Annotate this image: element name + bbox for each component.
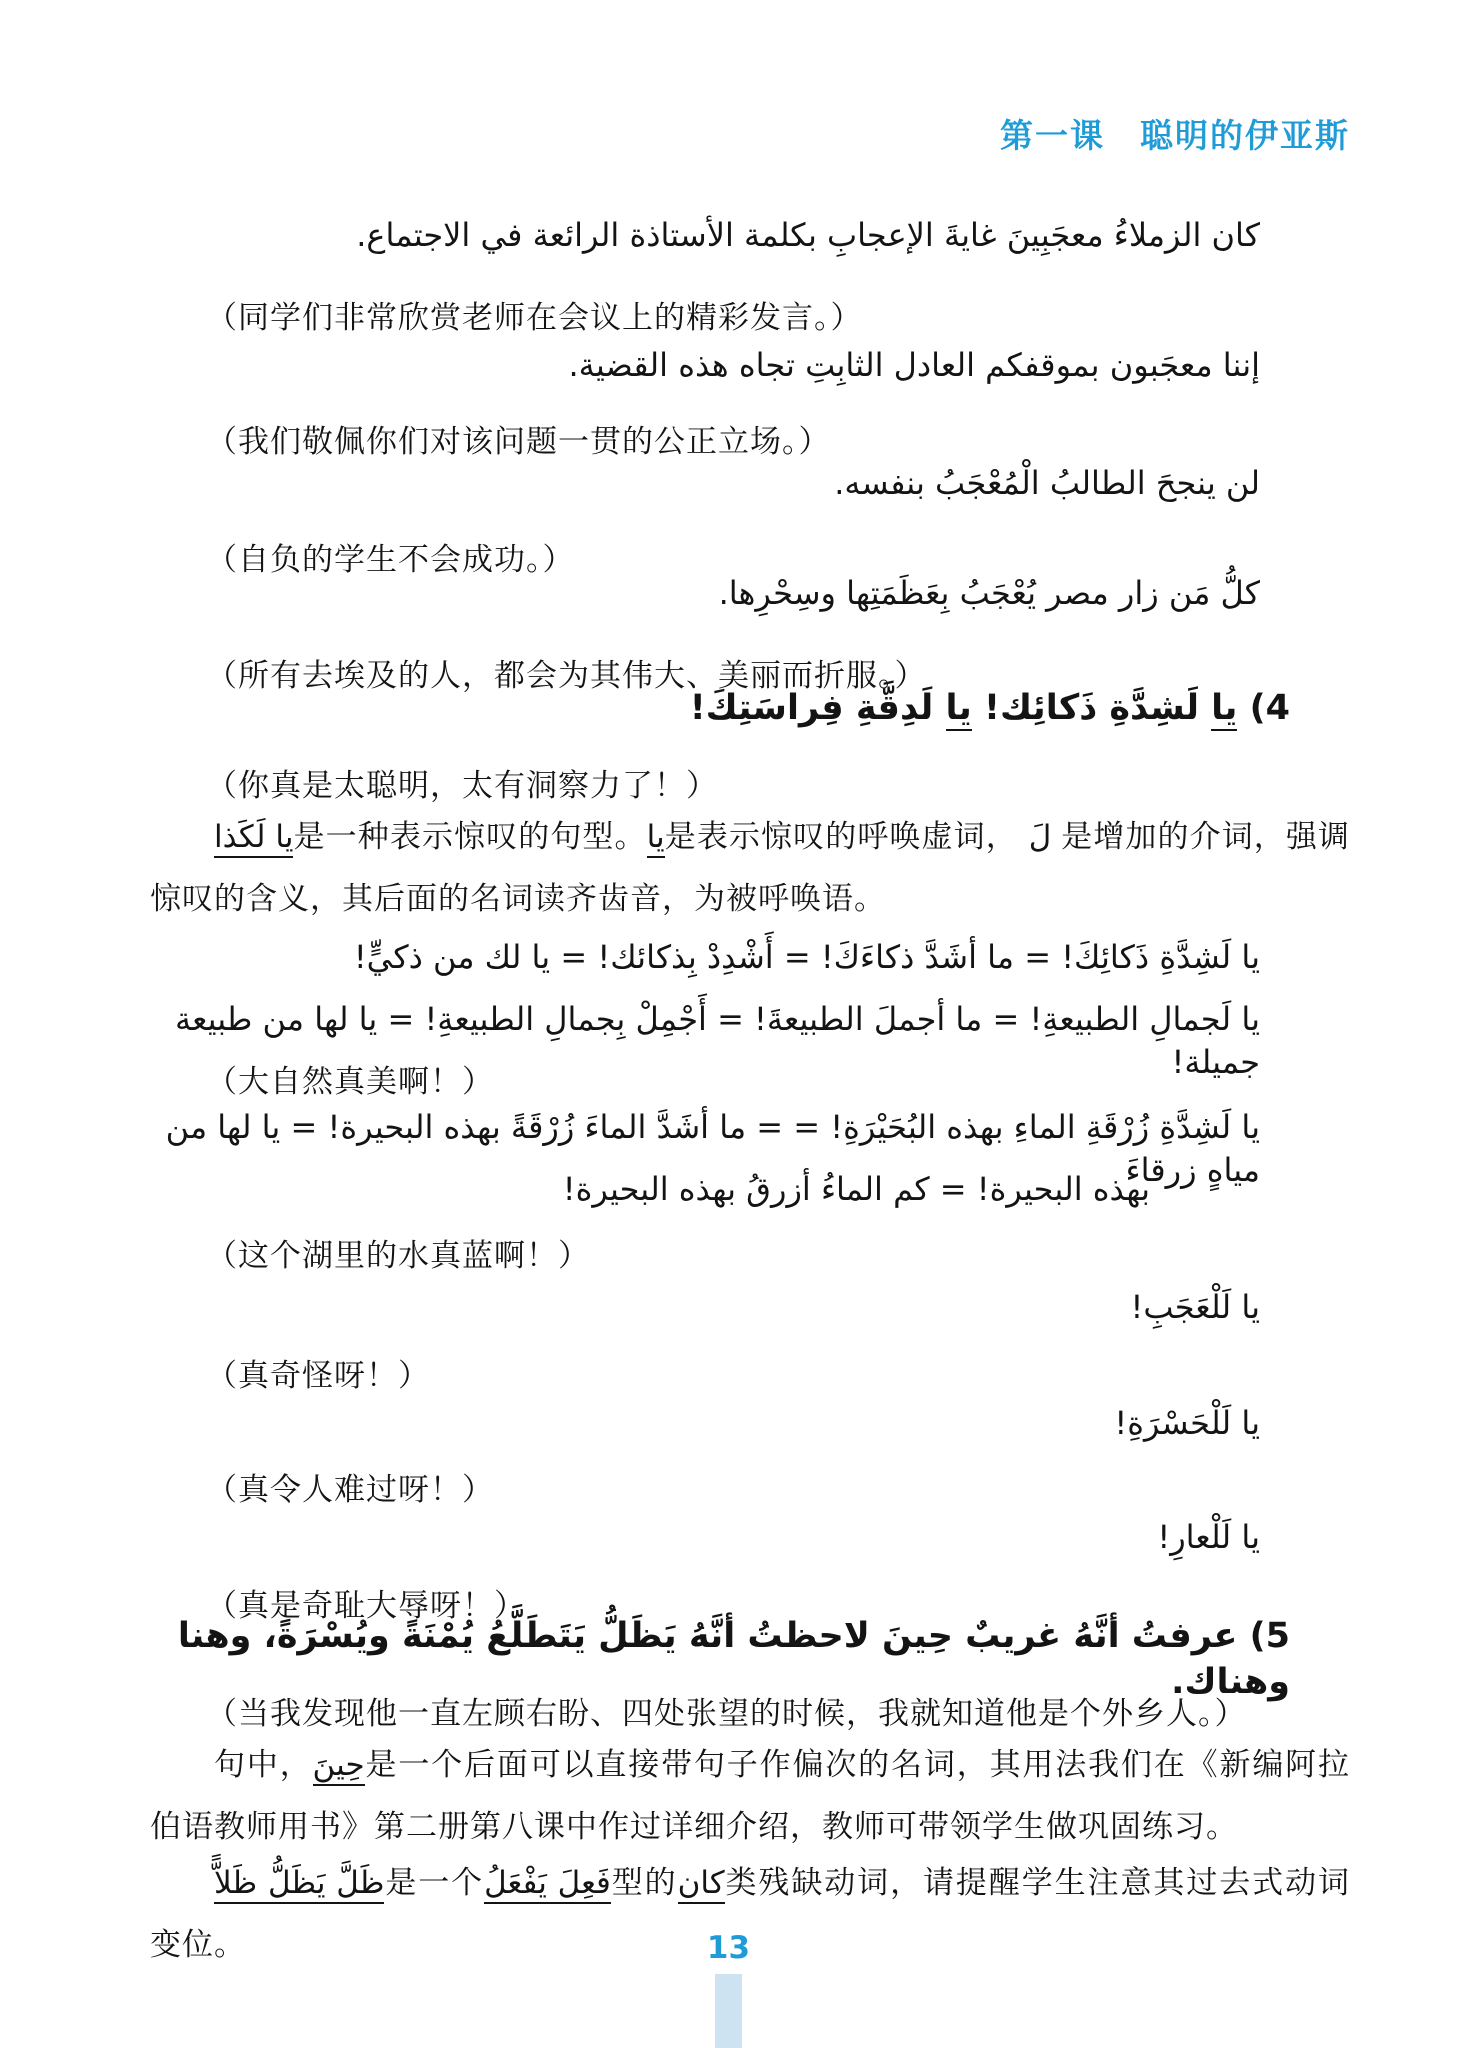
section4-ya-particle-2: يا [946,688,972,731]
chinese-translation-2: （我们敬佩你们对该问题一贯的公正立场。） [206,424,831,460]
explain-text-juzhong: 句中， [214,1747,313,1783]
exclamation-chinese-3: （真是奇耻大辱呀！） [206,1588,526,1624]
exclamation-chinese-1: （真奇怪呀！） [206,1358,430,1394]
section4-grammar-explanation [150,806,1350,930]
note-text-2: 型的 [610,1865,678,1901]
explain-text-3: 是增加的介词，强调惊叹的含义，其后面的名词读齐齿音，为被呼唤语。 [150,819,1350,917]
kana-term: كان [678,1865,725,1904]
nature-chinese-translation: （大自然真美啊！） [206,1064,494,1100]
section5-grammar-explanation [150,1734,1350,1858]
note-text-1: 是一个 [384,1865,485,1901]
page-footer-bar [715,1974,742,2048]
arabic-example-3: لن ينجحَ الطالبُ الْمُعْجَبُ بنفسه. [834,464,1260,502]
chinese-translation-1: （同学们非常欣赏老师在会议上的精彩发言。） [206,300,863,336]
exclamation-arabic-1: يا لَلْعَجَبِ! [1130,1288,1260,1326]
chinese-translation-4: （所有去埃及的人，都会为其伟大、美丽而折服。） [206,658,927,694]
ya-lakadha-term: يا لَكَذا [214,819,293,858]
faila-yafalu-pattern-term: فَعِلَ يَفْعَلُ [484,1865,611,1904]
section4-ya-particle-1: يا [1211,688,1237,731]
hina-term: حِينَ [313,1747,365,1786]
section5-number: 5) [1237,1616,1290,1656]
zalla-verb-term: ظَلَّ يَظَلُّ ظَلاًّ [214,1865,384,1904]
section4-number: 4) [1237,688,1290,728]
section4-heading [150,686,1350,732]
exclamation-arabic-3: يا لَلْعارِ! [1157,1518,1260,1556]
chinese-translation-3: （自负的学生不会成功。） [206,542,575,578]
lam-term: لَ [1017,819,1062,855]
arabic-example-1: كان الزملاءُ معجَبِينَ غايةَ الإعجابِ بكلمة الأستاذة الرائعة في الاجتماع. [356,216,1260,254]
section4-title-part-2: لَدِقَّةِ فِراسَتِكَ! [689,688,946,728]
explain-text-reference: 是一个后面可以直接带句子作偏次的名词，其用法我们在《新编阿拉伯语教师用书》第二册第八课中作过详细介绍，教师可带领学生做巩固练习。 [150,1747,1351,1845]
lesson-header: 第一课 聪明的伊亚斯 [1000,116,1350,155]
note-text-3: 类残缺动词，请提醒学生注意其过去式动词变位。 [150,1865,1351,1963]
explain-text-1: 是一种表示惊叹的句型。 [293,819,647,855]
page-number: 13 [706,1930,751,1966]
section4-title-part-1: لَشِدَّةِ ذَكائِك! [971,688,1212,728]
explain-text-2: 是表示惊叹的呼唤虚词， [664,819,1018,855]
exclamation-arabic-2: يا لَلْحَسْرَةِ! [1114,1404,1260,1442]
equivalence-line-2: يا لَجمالِ الطبيعةِ! = ما أجملَ الطبيعةَ! = أَجْمِلْ بِجمالِ الطبيعةِ! = يا لها من طبيعة جميلة! [175,1000,1260,1082]
water-equivalence-line-2: بهذه البحيرة! = كم الماءُ أزرقُ بهذه البحيرة! [562,1170,1150,1208]
section4-chinese-translation: （你真是太聪明，太有洞察力了！） [206,768,718,804]
exclamation-chinese-2: （真令人难过呀！） [206,1472,494,1508]
arabic-example-4: كلُّ مَن زار مصر يُعْجَبُ بِعَظَمَتِها وسِحْرِها. [718,574,1260,612]
section5-chinese-translation: （当我发现他一直左顾右盼、四处张望的时候，我就知道他是个外乡人。） [206,1696,1247,1732]
section5-title: عرفتُ أنَّهُ غريبٌ حِينَ لاحظتُ أنَّهُ يَظَلُّ يَتَطَلَّعُ يُمْنَةً ويُسْرَةً، وهنا وهناك. [177,1616,1290,1702]
water-equivalence-line-1: يا لَشِدَّةِ زُرْقَةِ الماءِ بهذه البُحَيْرَةِ! = = ما أشَدَّ الماءَ زُرْقَةً بهذه البحيرة! = يا لها من مياهٍ زرقاءَ [165,1108,1260,1190]
arabic-example-2: إننا معجَبون بموقفكم العادل الثابِتِ تجاه هذه القضية. [568,346,1260,384]
equivalence-line-1: يا لَشِدَّةِ ذَكائِكَ! = ما أشَدَّ ذكاءَكَ! = أَشْدِدْ بِذكائك! = يا لك من ذكيٍّ! [353,938,1260,976]
ya-term: يا [647,819,665,858]
lake-chinese-translation: （这个湖里的水真蓝啊！） [206,1238,590,1274]
